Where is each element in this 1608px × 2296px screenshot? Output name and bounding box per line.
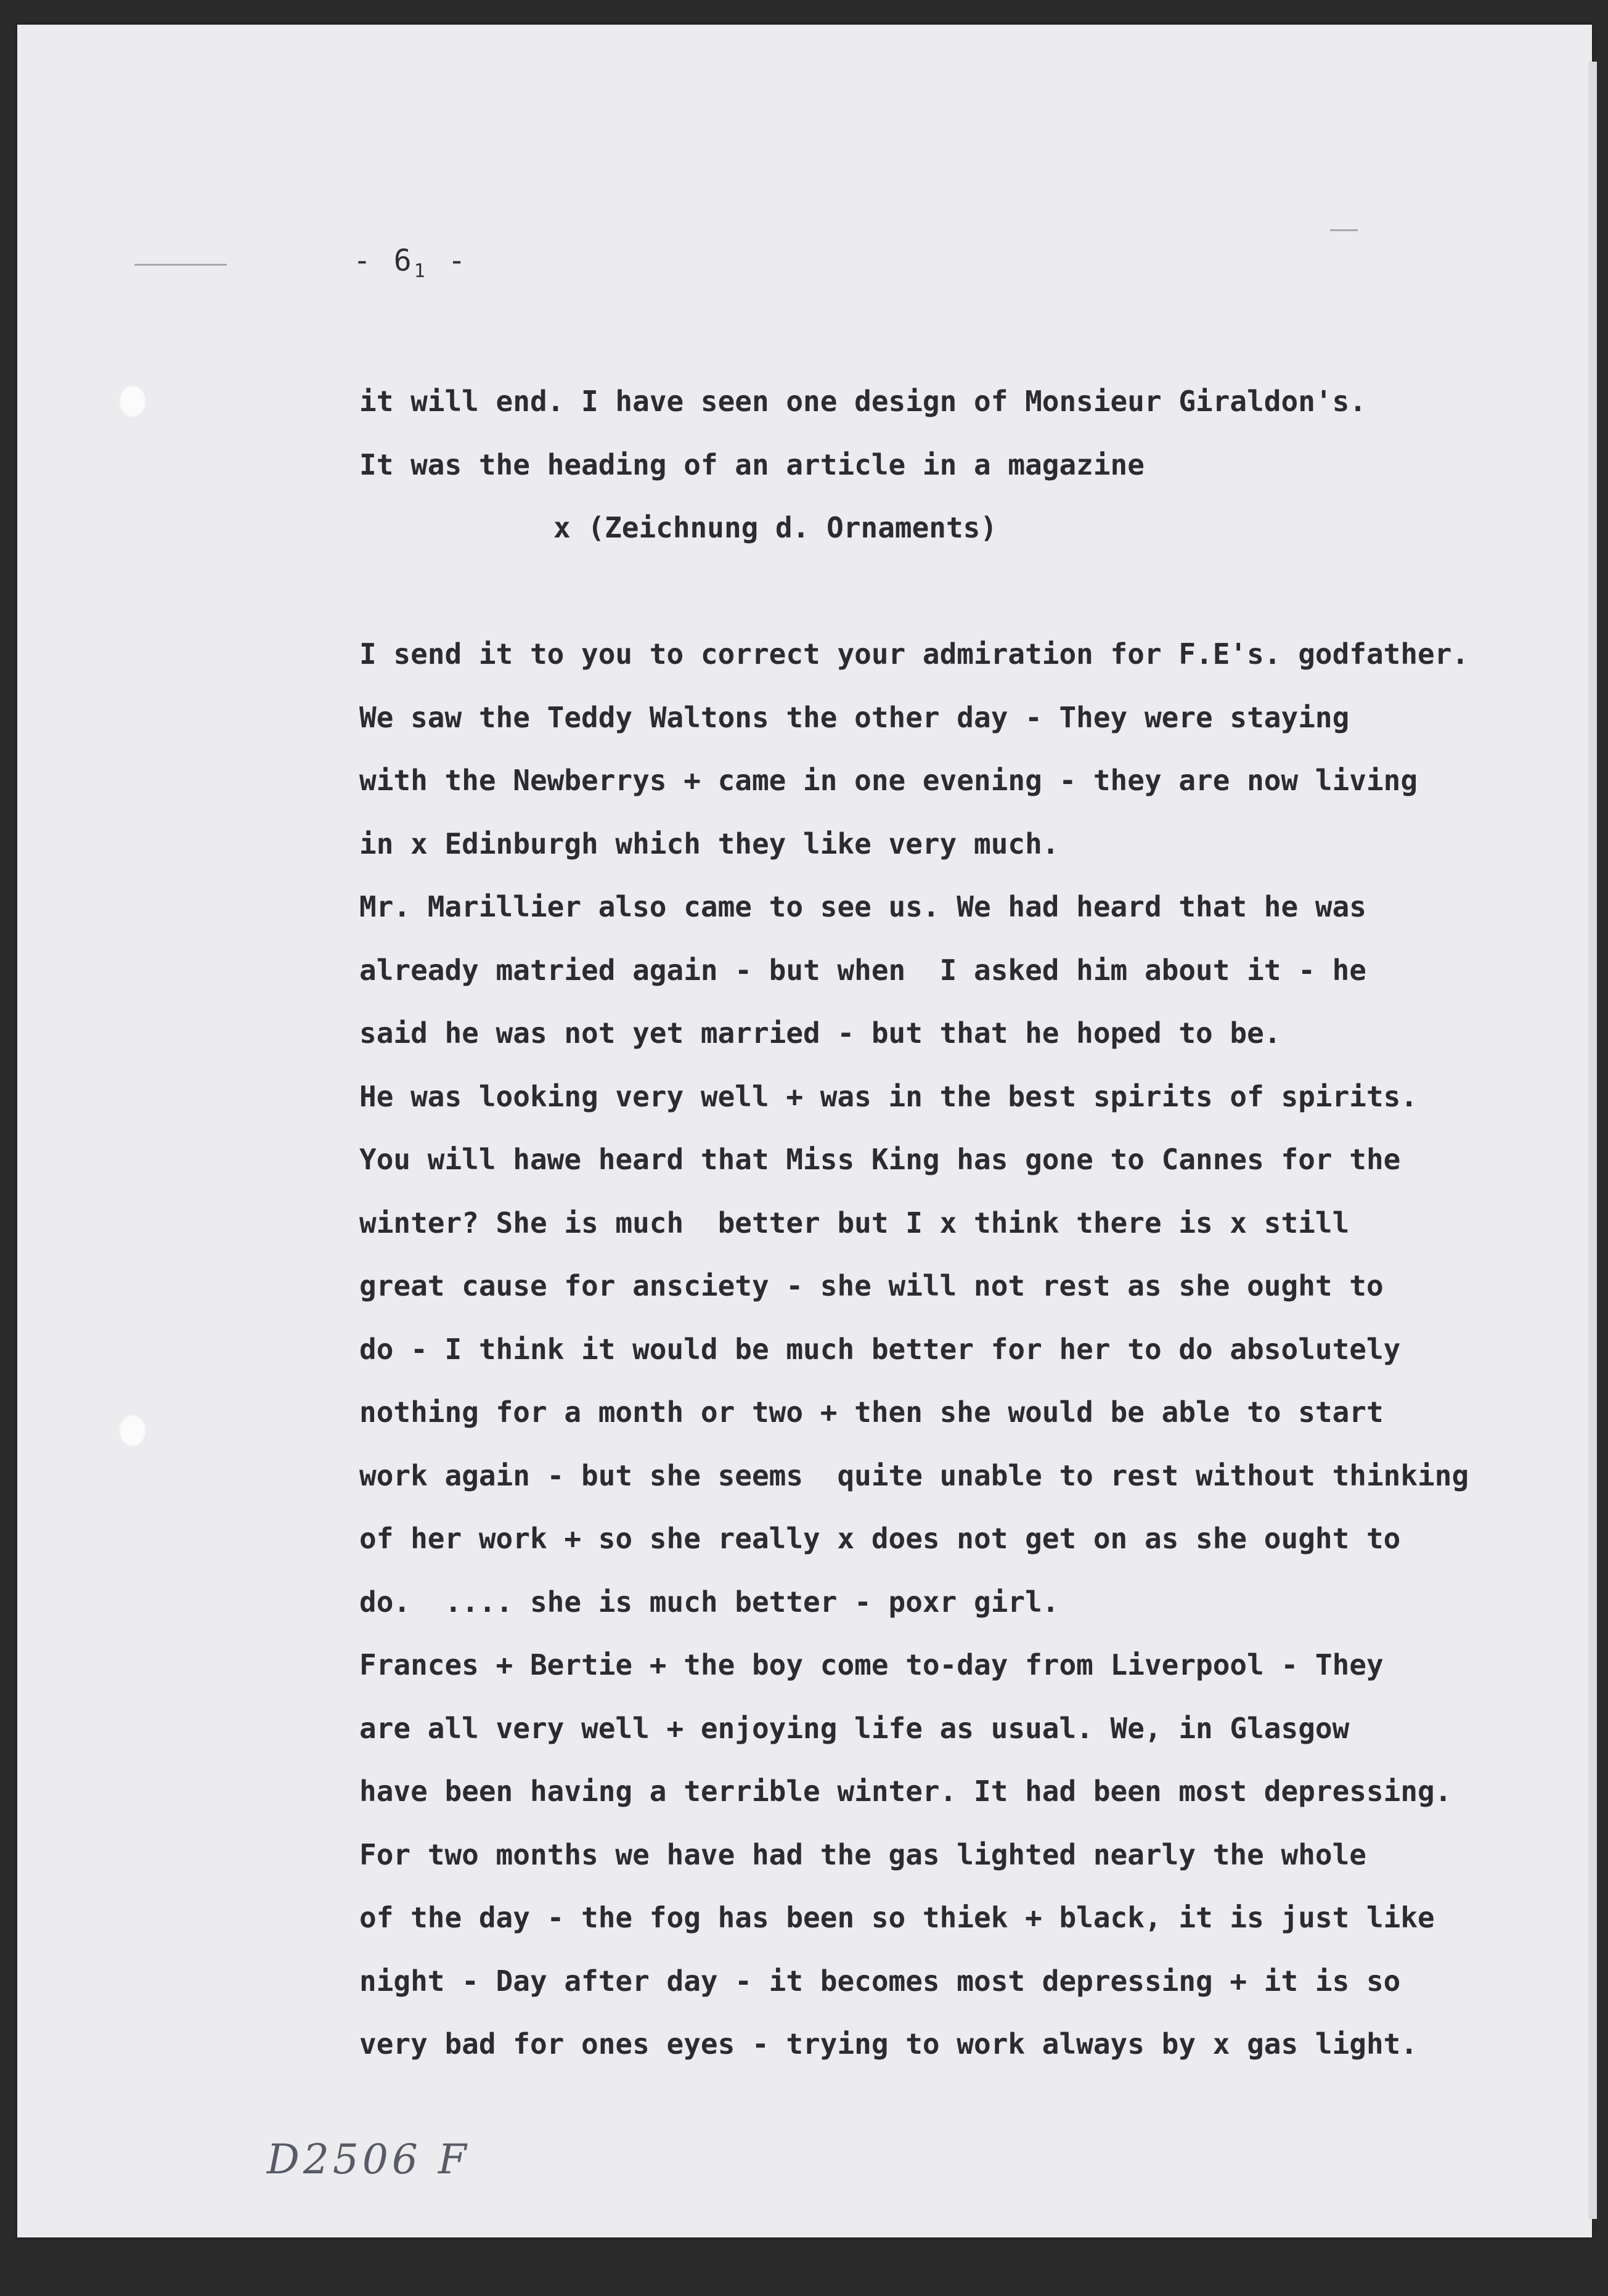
text-line: already matried again - but when I asked him about it - he	[359, 953, 1366, 987]
text-line: very bad for ones eyes - trying to work always by x gas light.	[359, 2027, 1418, 2061]
text-line: are all very well + enjoying life as usual. We, in Glasgow	[359, 1711, 1350, 1745]
text-line: work again - but she seems quite unable to rest without thinking	[359, 1458, 1469, 1492]
text-line: For two months we have had the gas lighted nearly the whole	[359, 1837, 1366, 1871]
text-line: of her work + so she really x does not get on as she ought to	[359, 1522, 1401, 1555]
text-line: do - I think it would be much better for her to do absolutely	[359, 1332, 1401, 1366]
document-page	[17, 25, 1592, 2237]
text-line: great cause for ansciety - she will not rest as she ought to	[359, 1269, 1384, 1302]
text-line: Mr. Marillier also came to see us. We had heard that he was	[359, 890, 1366, 923]
text-line: winter? She is much better but I x think there is x still	[359, 1206, 1350, 1240]
text-line: said he was not yet married - but that he hoped to be.	[359, 1016, 1281, 1050]
margin-mark	[1330, 229, 1358, 231]
text-line: have been having a terrible winter. It had been most depressing.	[359, 1775, 1452, 1808]
ornament-caption: x (Zeichnung d. Ornaments)	[553, 511, 998, 544]
punch-hole	[119, 385, 146, 417]
text-line: You will hawe heard that Miss King has gone to Cannes for the	[359, 1143, 1401, 1176]
blank-line	[359, 560, 1592, 623]
text-line: with the Newberrys + came in one evening - they are now living	[359, 764, 1418, 797]
text-line: of the day - the fog has been so thiek + black, it is just like	[359, 1901, 1435, 1934]
text-line: nothing for a month or two + then she would be able to start	[359, 1395, 1384, 1429]
typed-letter-body	[359, 370, 1592, 2076]
text-line: It was the heading of an article in a magazine	[359, 447, 1145, 481]
text-line: Frances + Bertie + the boy come to-day from Liverpool - They	[359, 1648, 1384, 1681]
margin-mark	[134, 264, 227, 266]
page-number: - $6_1$ -	[353, 243, 468, 282]
punch-hole	[119, 1415, 146, 1447]
text-line: I send it to you to correct your admiration for F.E's. godfather.	[359, 637, 1469, 671]
text-line: night - Day after day - it becomes most depressing + it is so	[359, 1964, 1401, 1998]
text-line: it will end. I have seen one design of Monsieur Giraldon's.	[359, 385, 1366, 418]
text-line: do. .... she is much better - poxr girl.	[359, 1585, 1059, 1619]
text-line: He was looking very well + was in the best spirits of spirits.	[359, 1079, 1418, 1113]
archive-reference-handwritten: D2506 F	[267, 2136, 470, 2183]
text-line: in x Edinburgh which they like very much.	[359, 827, 1059, 860]
text-line: We saw the Teddy Waltons the other day - They were staying	[359, 700, 1350, 734]
